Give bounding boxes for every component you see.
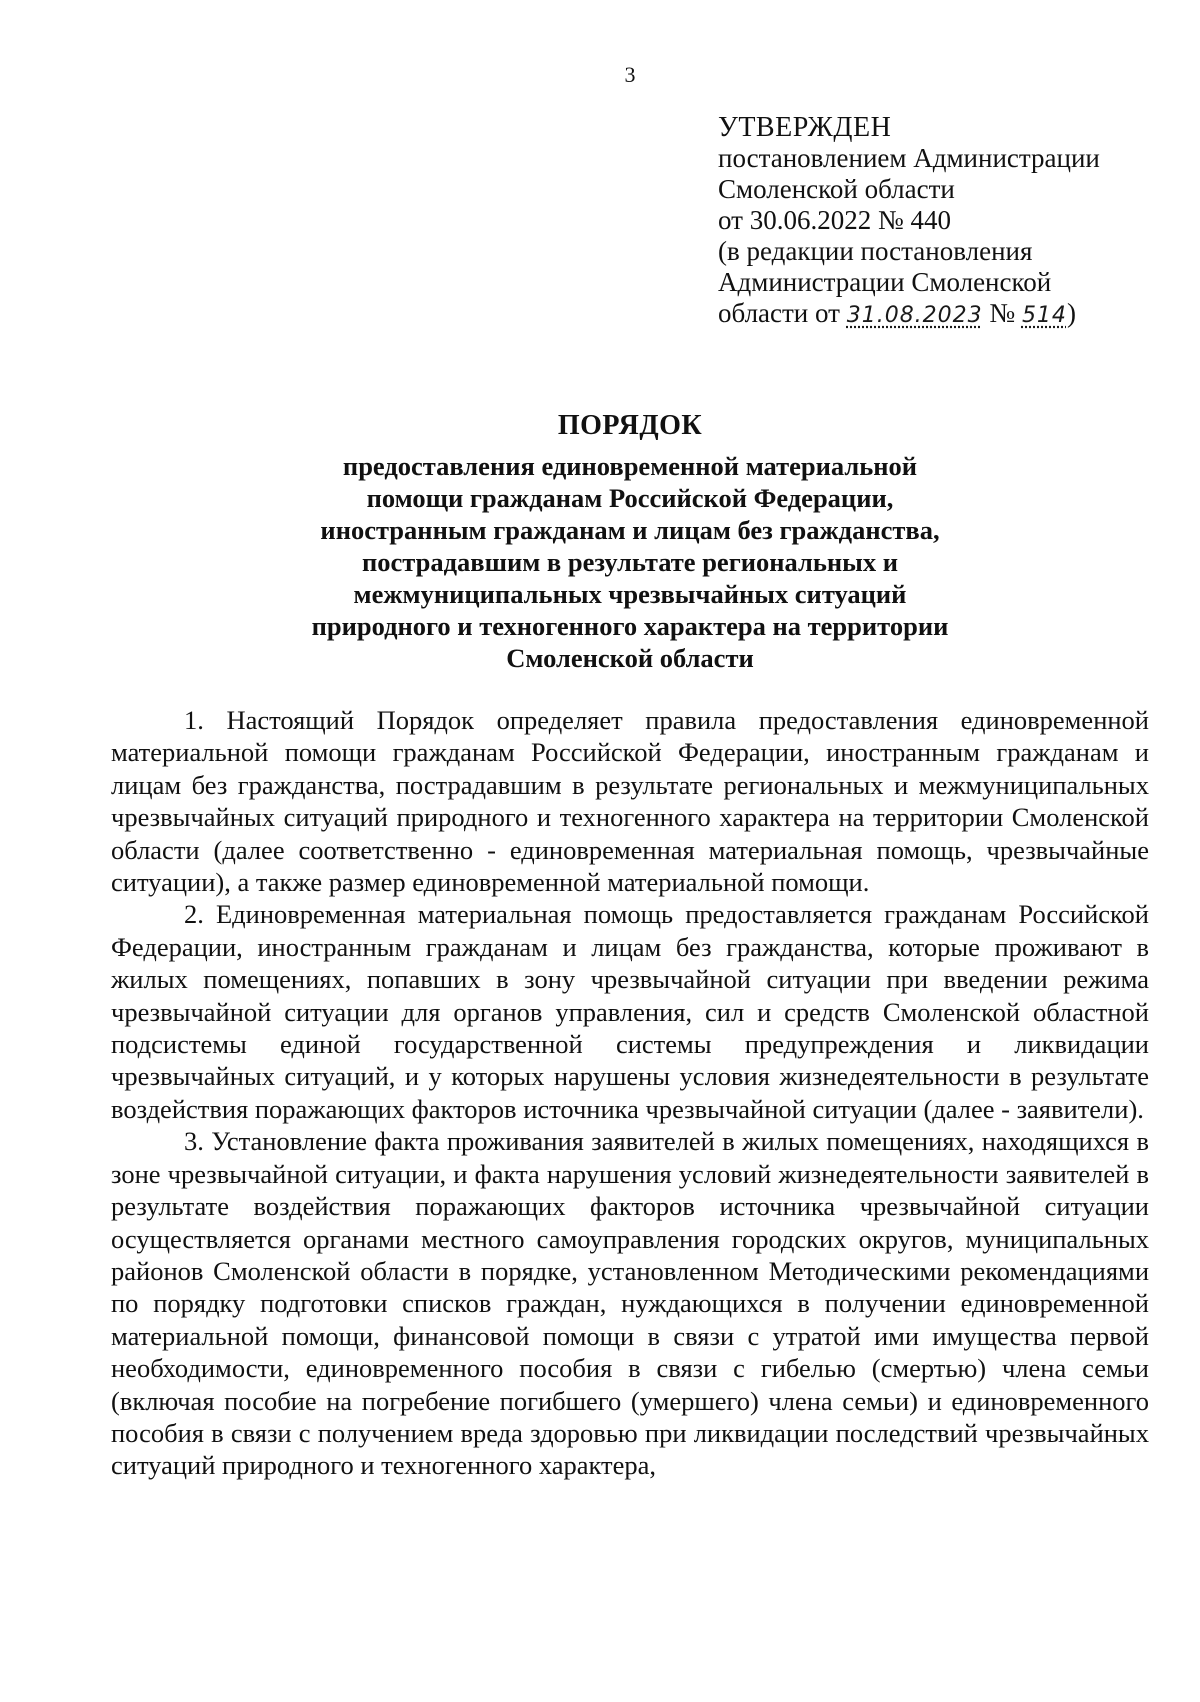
approval-heading: УТВЕРЖДЕН — [718, 112, 892, 143]
document-title-block — [100, 408, 1160, 674]
paragraph-3: 3. Установление факта проживания заявителей в жилых помещениях, находящихся в зоне чрезвычайной ситуации, и факта нарушения условий жизнедеятельности заявителей в результате воздействия поражающих факторов источника чрезвычайной ситуации осуществляется органами местного самоуправления городских округов, муниципальных районов Смоленской области в порядке, установленном Методическими рекомендациями по порядку подготовки списков граждан, нуждающихся в получении единовременной материальной помощи, финансовой помощи в связи с утратой ими имущества первой необходимости, единовременного пособия в связи с гибелью (смертью) члена семьи (включая пособие на погребение погибшего (умершего) члена семьи) и единовременного пособия в связи с получением вреда здоровью при ликвидации последствий чрезвычайных ситуаций природного и техногенного характера, — [111, 1126, 1149, 1481]
subtitle-line-2: помощи гражданам Российской Федерации, — [366, 483, 894, 513]
paragraph-2: 2. Единовременная материальная помощь предоставляется гражданам Российской Федерации, иностранным гражданам и лицам без гражданства, которые проживают в жилых помещениях, попавших в зону чрезвычайной ситуации при введении режима чрезвычайной ситуации для органов управления, сил и средств Смоленской областной подсистемы единой государственной системы предупреждения и ликвидации чрезвычайных ситуаций, и у которых нарушены условия жизнедеятельности в результате воздействия поражающих факторов источника чрезвычайной ситуации (далее - заявители). — [111, 899, 1149, 1124]
approval-line-2: Смоленской области — [718, 174, 955, 204]
document-subtitle — [100, 450, 1160, 674]
paragraph-1: 1. Настоящий Порядок определяет правила предоставления единовременной материальной помощи гражданам Российской Федерации, иностранным гражданам и лицам без гражданства, пострадавшим в результате региональных и межмуниципальных чрезвычайных ситуаций природного и техногенного характера на территории Смоленской области (далее соответственно - единовременная материальная помощь, чрезвычайные ситуации), а также размер единовременной материальной помощи. — [111, 705, 1149, 898]
number-sign: № — [989, 298, 1016, 328]
handwritten-date: 31.08.2023 — [846, 303, 983, 328]
document-body — [111, 704, 1149, 1482]
approval-line-6 — [718, 298, 1188, 331]
subtitle-line-4: пострадавшим в результате региональных и — [362, 547, 898, 577]
subtitle-line-6: природного и техногенного характера на территории — [311, 611, 949, 641]
approval-line-4: (в редакции постановления — [718, 236, 1033, 266]
approval-line-5: Администрации Смоленской — [718, 267, 1052, 297]
closing-parenthesis: ) — [1066, 298, 1076, 328]
approval-line-3: от 30.06.2022 № 440 — [718, 205, 951, 235]
approval-line-6-prefix: области от — [718, 298, 840, 328]
approval-stamp-block — [718, 112, 1188, 331]
page-number: 3 — [624, 62, 636, 87]
handwritten-number: 514 — [1021, 303, 1067, 328]
approval-line-1: постановлением Администрации — [718, 143, 1100, 173]
subtitle-line-7: Смоленской области — [506, 643, 754, 673]
subtitle-line-5: межмуниципальных чрезвычайных ситуаций — [353, 579, 907, 609]
subtitle-line-3: иностранным гражданам и лицам без гражданства, — [320, 515, 940, 545]
document-title: ПОРЯДОК — [557, 410, 703, 441]
subtitle-line-1: предоставления единовременной материальной — [342, 451, 918, 481]
